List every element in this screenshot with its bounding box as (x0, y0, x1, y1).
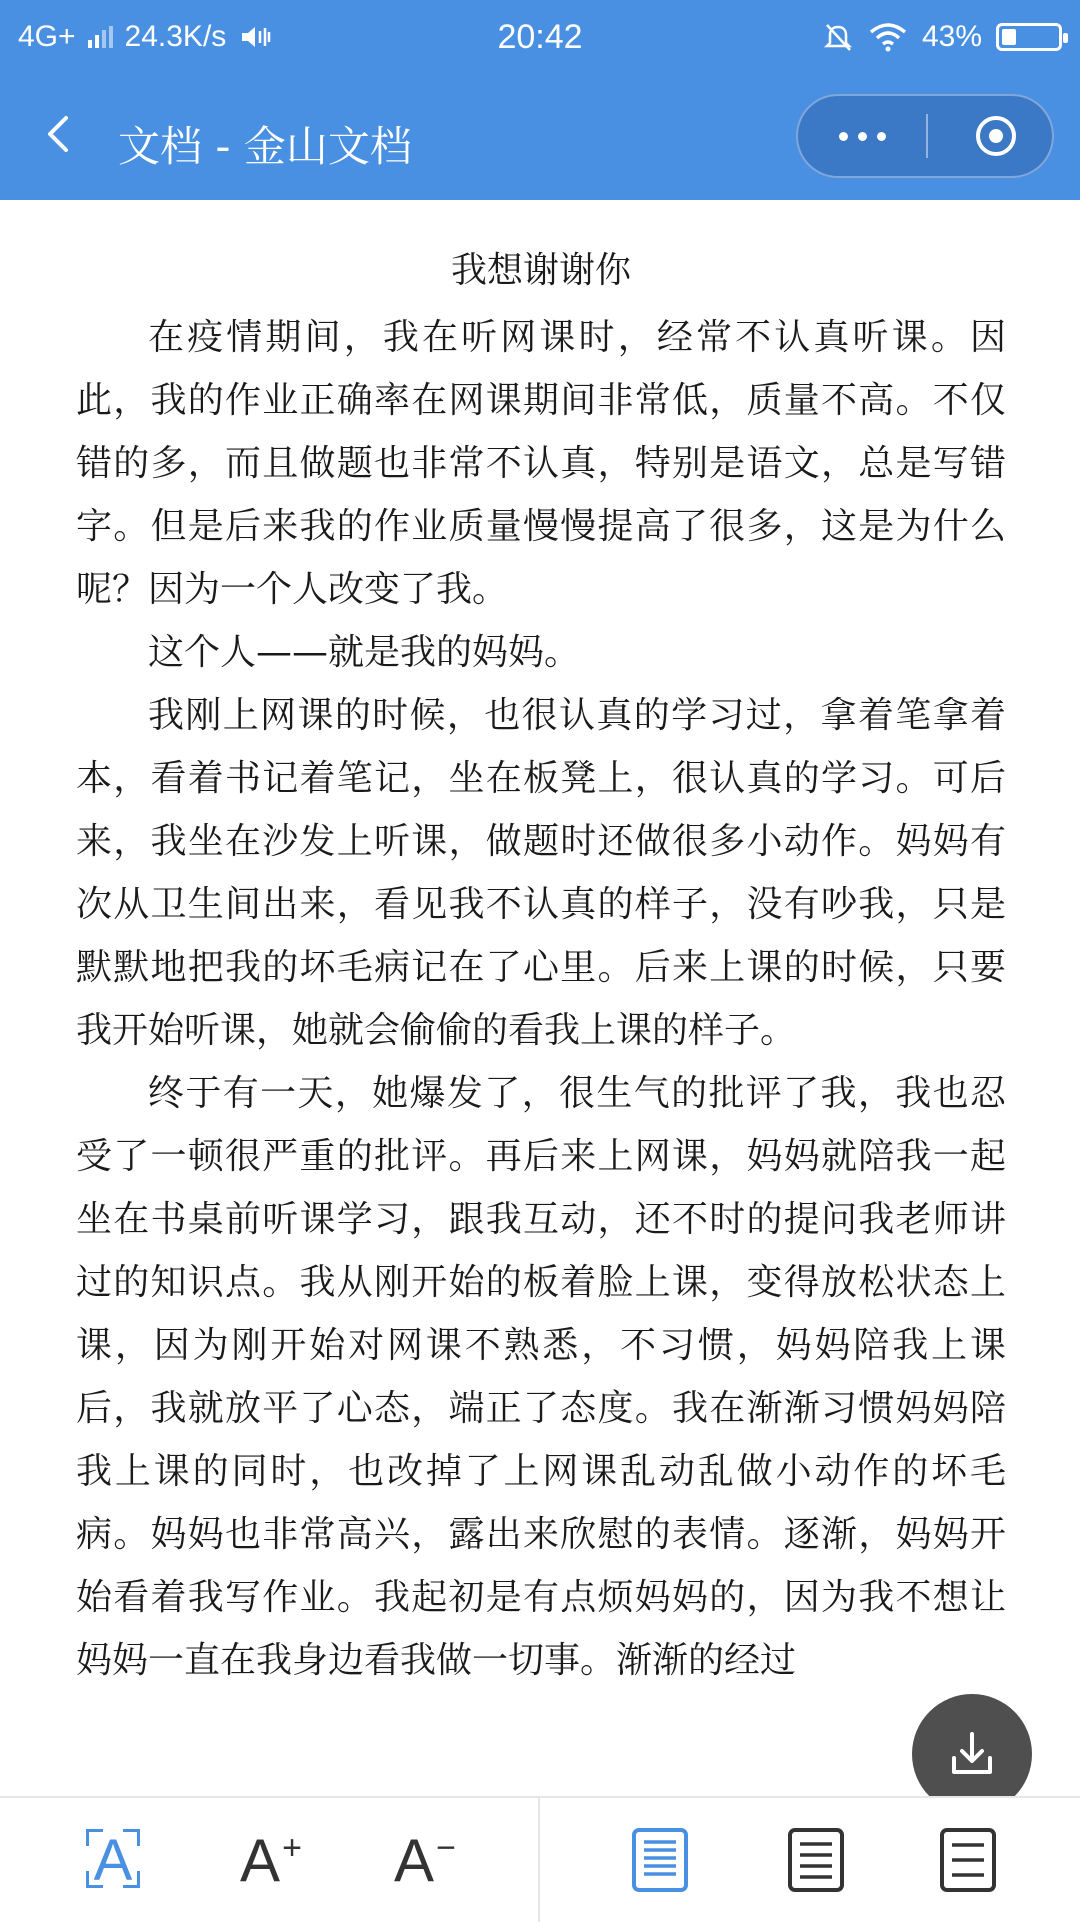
network-speed: 24.3K/s (124, 20, 227, 53)
capsule-divider (926, 114, 928, 158)
paragraph: 我刚上网课的时候，也很认真的学习过，拿着笔拿着本，看着书记着笔记，坐在板凳上，很认真的学习。可后来，我坐在沙发上听课，做题时还做很多小动作。妈妈有次从卫生间出来，看见我不认真的样子，没有吵我，只是默默地把我的坏毛病记在了心里。后来上课的时候，只要我开始听课，她就会偷偷的看我上课的样子。 (76, 695, 1006, 1051)
line-spacing-compact-icon (631, 1827, 689, 1893)
line-spacing-compact-button[interactable] (628, 1820, 692, 1900)
toolbar-divider (538, 1798, 540, 1922)
bottom-toolbar (0, 1796, 1080, 1922)
line-spacing-loose-button[interactable] (936, 1820, 1000, 1900)
paragraph: 在疫情期间，我在听网课时，经常不认真听课。因此，我的作业正确率在网课期间非常低，质量不高。不仅错的多，而且做题也非常不认真，特别是语文，总是写错字。但是后来我的作业质量慢慢提高了很多，这是为什么呢？因为一个人改变了我。 (76, 317, 1006, 610)
paragraph: 终于有一天，她爆发了，很生气的批评了我，我也忍受了一顿很严重的批评。再后来上网课，妈妈就陪我一起坐在书桌前听课学习，跟我互动，还不时的提问我老师讲过的知识点。我从刚开始的板着脸上课，变得放松状态上课，因为刚开始对网课不熟悉，不习惯，妈妈陪我上课后，我就放平了心态，端正了态度。我在渐渐习惯妈妈陪我上课的同时，也改掉了上网课乱动乱做小动作的坏毛病。妈妈也非常高兴，露出来欣慰的表情。逐渐，妈妈开始看着我写作业。我起初是有点烦妈妈的，因为我不想让妈妈一直在我身边看我做一切事。渐渐的经过 (76, 1073, 1006, 1681)
alarm-off-icon (822, 21, 854, 53)
status-bar (0, 0, 1080, 76)
clock: 20:42 (497, 18, 583, 56)
font-decrease-icon: A− (394, 1826, 456, 1894)
paragraph: 这个人——就是我的妈妈。 (148, 632, 581, 673)
status-right (822, 20, 1062, 54)
line-spacing-loose-icon (939, 1827, 997, 1893)
battery-percent: 43% (921, 20, 982, 53)
battery-icon (996, 23, 1062, 51)
page-title: 文档 - 金山文档 (118, 122, 412, 171)
close-target-icon[interactable] (974, 114, 1018, 158)
font-default-icon: A (94, 1827, 133, 1894)
network-type: 4G+ (18, 20, 76, 53)
top-bar (0, 0, 1080, 200)
font-decrease-button[interactable] (380, 1820, 470, 1900)
font-increase-button[interactable] (226, 1820, 316, 1900)
wifi-icon (868, 21, 908, 53)
download-icon (944, 1726, 1000, 1782)
document-title: 我想谢谢你 (450, 250, 631, 291)
line-spacing-normal-button[interactable] (784, 1820, 848, 1900)
font-default-button[interactable] (70, 1820, 156, 1900)
back-icon[interactable] (38, 112, 82, 156)
mini-program-capsule (796, 94, 1054, 178)
app-header (0, 76, 1080, 200)
document-content (76, 200, 1006, 1790)
more-icon[interactable] (798, 96, 926, 176)
font-increase-icon: A+ (240, 1826, 302, 1894)
line-spacing-normal-icon (787, 1827, 845, 1893)
